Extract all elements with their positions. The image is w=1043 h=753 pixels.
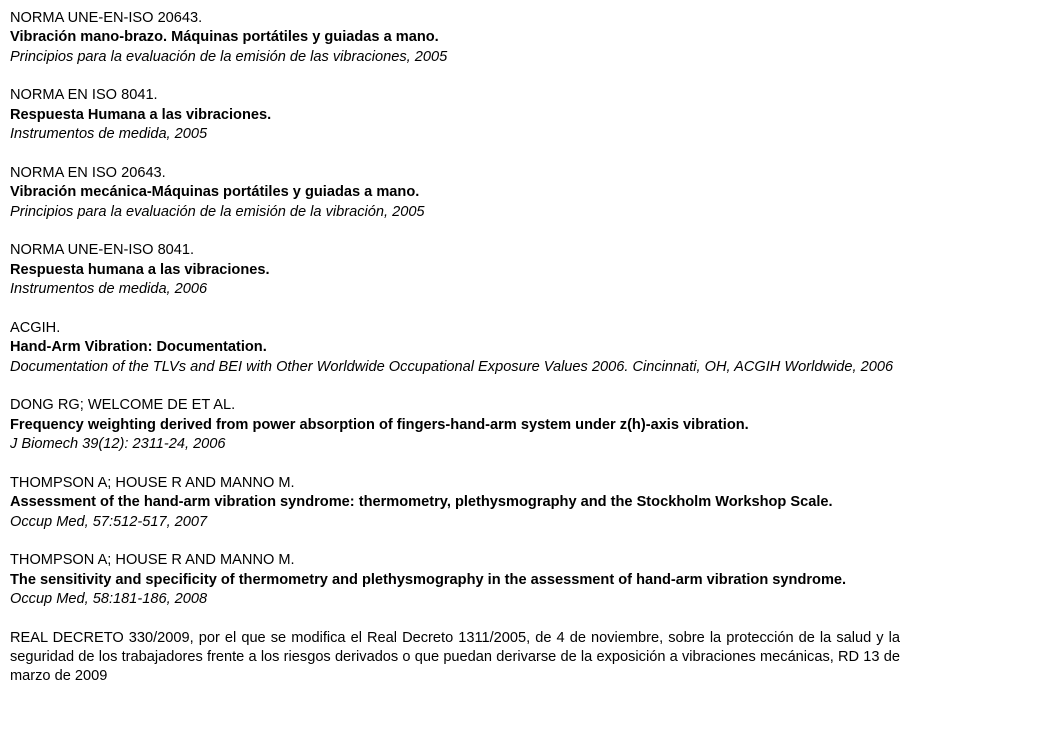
- decree-reference: [10, 629, 900, 687]
- reference-item: [10, 164, 900, 222]
- reference-source: Principios para la evaluación de la emisión de la vibración, 2005: [10, 203, 425, 220]
- reference-source: Instrumentos de medida, 2005: [10, 126, 208, 143]
- reference-title: Frequency weighting derived from power absorption of fingers-hand-arm system under z(h)-axis vibration.: [10, 416, 749, 433]
- reference-author: THOMPSON A; HOUSE R AND MANNO M.: [10, 552, 295, 569]
- reference-title: Hand-Arm Vibration: Documentation.: [10, 339, 267, 356]
- reference-author: NORMA UNE-EN-ISO 20643.: [10, 10, 203, 26]
- reference-item: [10, 241, 900, 299]
- reference-item: [10, 474, 900, 532]
- reference-item: [10, 86, 900, 144]
- reference-item: [10, 9, 900, 67]
- reference-item: [10, 396, 900, 454]
- reference-author: THOMPSON A; HOUSE R AND MANNO M.: [10, 474, 295, 491]
- reference-source: Principios para la evaluación de la emisión de las vibraciones, 2005: [10, 48, 448, 65]
- reference-source: Documentation of the TLVs and BEI with Other Worldwide Occupational Exposure Values 2006. Cincinnati, OH, ACGIH Worldwide, 2006: [10, 358, 894, 375]
- reference-item: [10, 551, 900, 609]
- reference-title: Vibración mecánica-Máquinas portátiles y guiadas a mano.: [10, 184, 420, 201]
- reference-author: NORMA EN ISO 8041.: [10, 87, 158, 104]
- reference-title: Respuesta humana a las vibraciones.: [10, 261, 270, 278]
- reference-title: The sensitivity and specificity of thermometry and plethysmography in the assessment of hand-arm vibration syndrome.: [10, 571, 847, 588]
- reference-author: DONG RG; WELCOME DE ET AL.: [10, 397, 236, 414]
- reference-list: [10, 9, 900, 706]
- reference-item: [10, 319, 900, 377]
- reference-title: Vibración mano-brazo. Máquinas portátiles y guiadas a mano.: [10, 29, 439, 46]
- reference-author: ACGIH.: [10, 319, 61, 336]
- reference-author: NORMA UNE-EN-ISO 8041.: [10, 242, 195, 259]
- reference-title: Assessment of the hand-arm vibration syndrome: thermometry, plethysmography and the Stockholm Workshop Scale.: [10, 494, 833, 511]
- decree-text: REAL DECRETO 330/2009, por el que se modifica el Real Decreto 1311/2005, de 4 de noviembre, sobre la protección de la salud y la seguridad de los trabajadores frente a los riesgos derivados o que puedan derivarse de la exposición a vibraciones mecánicas, RD 13 de marzo de 2009: [10, 629, 900, 685]
- reference-source: Occup Med, 57:512-517, 2007: [10, 513, 208, 530]
- reference-author: NORMA EN ISO 20643.: [10, 164, 166, 181]
- reference-source: J Biomech 39(12): 2311-24, 2006: [10, 436, 226, 453]
- reference-source: Instrumentos de medida, 2006: [10, 281, 208, 298]
- reference-source: Occup Med, 58:181-186, 2008: [10, 590, 208, 607]
- reference-title: Respuesta Humana a las vibraciones.: [10, 106, 272, 123]
